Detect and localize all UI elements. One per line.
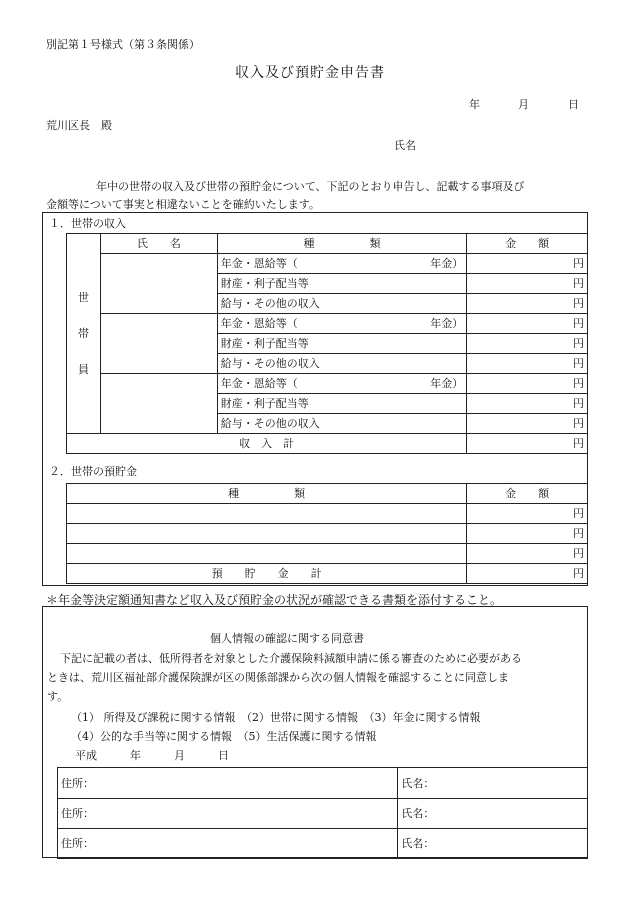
savings-type-cell[interactable]	[67, 504, 467, 524]
applicant-name-label[interactable]: 氏名	[394, 139, 416, 152]
consent-items-2: （4）公的な手当等に関する情報 （5）生活保護に関する情報	[71, 730, 377, 743]
member-name-cell[interactable]	[100, 314, 217, 374]
income-type-cell: 財産・利子配当等	[217, 394, 466, 414]
member-name-cell[interactable]	[100, 254, 217, 314]
savings-total-label: 預 貯 金 計	[67, 564, 467, 584]
table-row	[67, 314, 588, 334]
income-total-amount[interactable]: 円	[467, 434, 588, 454]
signer-address-field[interactable]: 住所：	[58, 768, 398, 799]
attachment-note: ＊年金等決定額通知書など収入及び預貯金の状況が確認できる書類を添付すること。	[46, 593, 503, 607]
form-reference: 別記第１号様式（第３条関係）	[46, 38, 200, 51]
header-amount: 金 額	[467, 234, 588, 254]
amount-cell[interactable]: 円	[467, 354, 588, 374]
consent-paragraph-2: ときは、荒川区福祉部介護保険課が区の関係部課から次の個人情報を確認することに同意しま	[47, 671, 509, 684]
consent-items-1: （1） 所得及び課税に関する情報 （2）世帯に関する情報 （3）年金に関する情報	[71, 711, 481, 724]
amount-cell[interactable]: 円	[467, 294, 588, 314]
consent-date[interactable]: 平成 年 月 日	[75, 749, 229, 762]
consent-paragraph-1: 下記に記載の者は、低所得者を対象とした介護保険料減額申請に係る審査のために必要がある	[60, 652, 522, 665]
signer-table	[57, 767, 588, 859]
signer-row	[58, 829, 588, 859]
income-total-row	[67, 434, 588, 454]
amount-cell[interactable]: 円	[467, 414, 588, 434]
income-total-label: 収 入 計	[67, 434, 467, 454]
table-row	[67, 544, 588, 564]
consent-paragraph-3: す。	[47, 690, 69, 703]
member-name-cell[interactable]	[100, 374, 217, 434]
amount-cell[interactable]: 円	[467, 254, 588, 274]
amount-cell[interactable]: 円	[467, 374, 588, 394]
signer-row	[58, 799, 588, 829]
savings-type-cell[interactable]	[67, 544, 467, 564]
income-type-cell: 年金・恩給等（ 年金）	[217, 374, 466, 394]
income-header-row	[67, 234, 588, 254]
amount-cell[interactable]: 円	[467, 274, 588, 294]
table-row	[67, 374, 588, 394]
signer-name-field[interactable]: 氏名：	[398, 768, 588, 799]
table-row	[67, 504, 588, 524]
signer-row	[58, 768, 588, 799]
amount-cell[interactable]: 円	[467, 314, 588, 334]
amount-cell[interactable]: 円	[467, 544, 588, 564]
signer-name-field[interactable]: 氏名：	[398, 829, 588, 859]
savings-header-type: 種 類	[67, 484, 467, 504]
amount-cell[interactable]: 円	[467, 524, 588, 544]
intro-line-2: 金額等について事実と相違ないことを確約いたします。	[46, 198, 320, 211]
income-type-cell: 給与・その他の収入	[217, 354, 466, 374]
date-day[interactable]: 日	[568, 98, 579, 111]
income-table	[66, 233, 588, 454]
income-type-cell: 給与・その他の収入	[217, 294, 466, 314]
section1-title: １．世帯の収入	[49, 217, 126, 230]
intro-line-1: 年中の世帯の収入及び世帯の預貯金について、下記のとおり申告し、記載する事項及び	[96, 180, 525, 193]
savings-table	[66, 483, 588, 584]
consent-block	[42, 606, 588, 858]
income-type-cell: 財産・利子配当等	[217, 274, 466, 294]
income-type-cell: 財産・利子配当等	[217, 334, 466, 354]
income-type-cell: 給与・その他の収入	[217, 414, 466, 434]
section2-title: ２．世帯の預貯金	[49, 465, 137, 478]
document-title: 収入及び預貯金申告書	[235, 65, 385, 81]
consent-title: 個人情報の確認に関する同意書	[210, 632, 364, 645]
table-row	[67, 524, 588, 544]
date-month[interactable]: 月	[518, 98, 529, 111]
amount-cell[interactable]: 円	[467, 504, 588, 524]
signer-name-field[interactable]: 氏名：	[398, 799, 588, 829]
signer-address-field[interactable]: 住所：	[58, 799, 398, 829]
savings-total-amount[interactable]: 円	[467, 564, 588, 584]
savings-total-row	[67, 564, 588, 584]
addressee: 荒川区長 殿	[46, 119, 112, 132]
income-savings-block	[42, 212, 588, 586]
table-row	[67, 254, 588, 274]
income-type-cell: 年金・恩給等（ 年金）	[217, 314, 466, 334]
header-name: 氏 名	[100, 234, 217, 254]
signer-address-field[interactable]: 住所：	[58, 829, 398, 859]
amount-cell[interactable]: 円	[467, 394, 588, 414]
header-type: 種 類	[217, 234, 466, 254]
household-members-label: 世 帯 員	[67, 234, 101, 434]
savings-type-cell[interactable]	[67, 524, 467, 544]
savings-header-row	[67, 484, 588, 504]
date-year[interactable]: 年	[469, 98, 480, 111]
income-type-cell: 年金・恩給等（ 年金）	[217, 254, 466, 274]
savings-header-amount: 金 額	[467, 484, 588, 504]
amount-cell[interactable]: 円	[467, 334, 588, 354]
